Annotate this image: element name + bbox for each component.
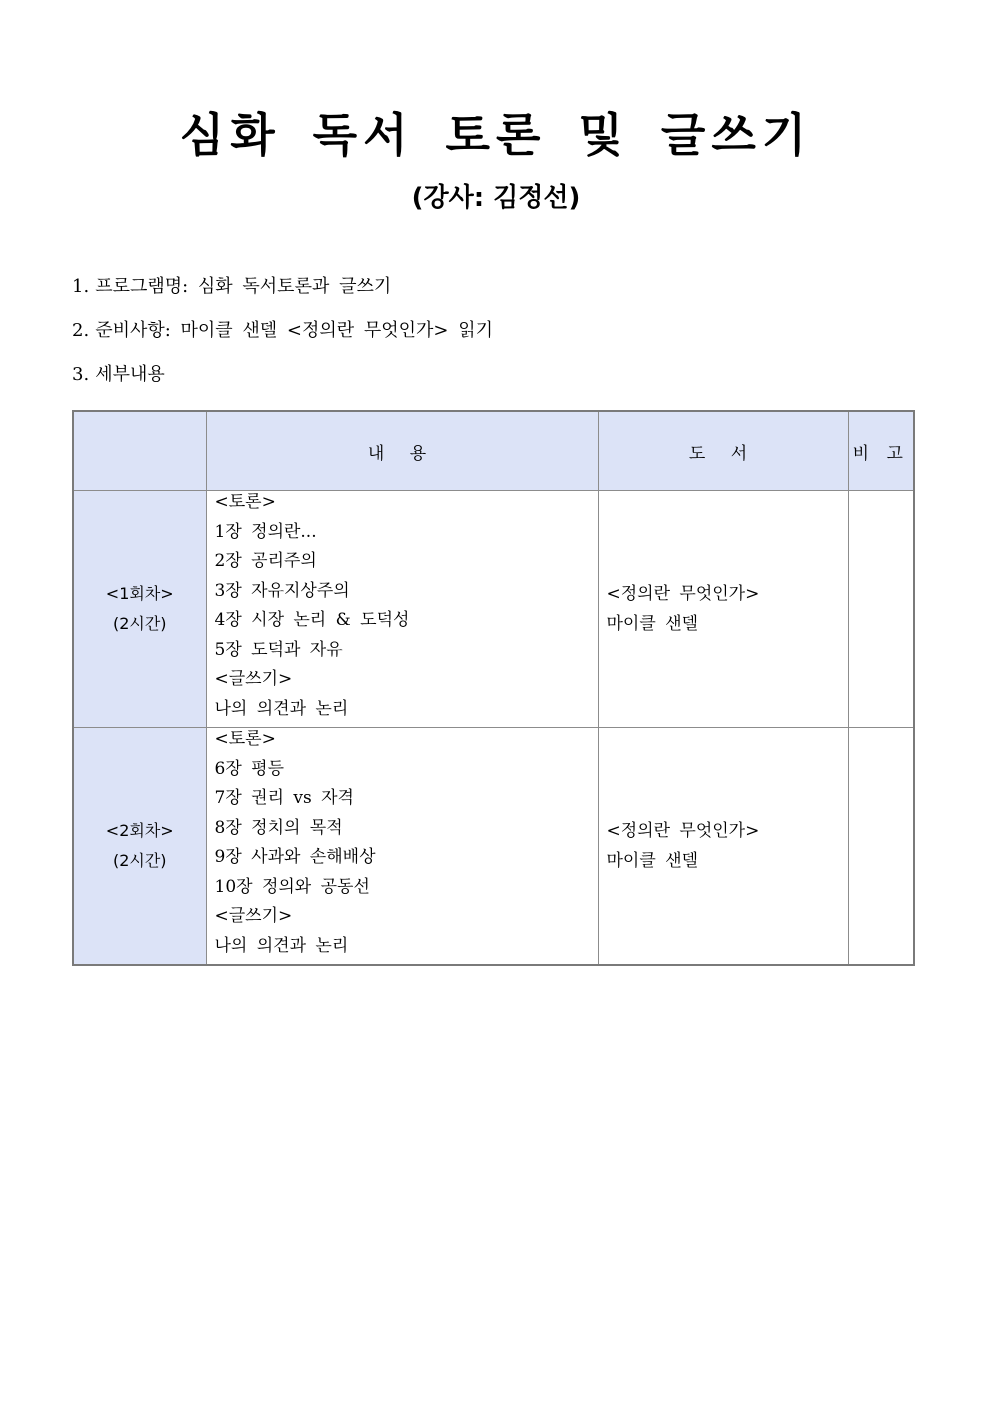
book-title: <정의란 무엇인가> xyxy=(606,821,760,841)
book-cell xyxy=(598,491,848,728)
document-subtitle: (강사: 김정선) xyxy=(411,183,581,213)
content-line: 10장 정의와 공동선 xyxy=(214,876,370,897)
info-item-number: 1. xyxy=(72,276,90,297)
session-label: <2회차> xyxy=(105,821,174,840)
content-line: 9장 사과와 손해배상 xyxy=(214,847,376,867)
content-line: 5장 도덕과 자유 xyxy=(214,639,343,660)
info-item-number: 3. xyxy=(72,364,90,385)
info-item-text: 준비사항: 마이클 샌델 <정의란 무엇인가> 읽기 xyxy=(95,320,494,341)
session-cell xyxy=(73,728,206,966)
info-item-text: 프로그램명: 심화 독서토론과 글쓰기 xyxy=(95,276,392,297)
content-line: 7장 권리 vs 자격 xyxy=(214,788,354,808)
table-row xyxy=(73,728,914,966)
content-line: 나의 의견과 논리 xyxy=(214,698,349,719)
info-item-text: 세부내용 xyxy=(95,364,165,385)
session-duration: (2시간) xyxy=(112,614,167,633)
header-session xyxy=(73,411,206,491)
table-header-row xyxy=(73,411,914,491)
header-book: 도 서 xyxy=(598,411,848,491)
content-line: 6장 평등 xyxy=(214,758,284,779)
info-item-preparation xyxy=(72,316,922,360)
content-line: <글쓰기> xyxy=(214,669,293,689)
schedule-table xyxy=(72,410,915,966)
header-content: 내 용 xyxy=(206,411,598,491)
book-author: 마이클 샌델 xyxy=(606,614,699,634)
info-item-program xyxy=(72,272,922,316)
content-line: 3장 자유지상주의 xyxy=(214,580,350,601)
info-item-details xyxy=(72,360,922,404)
content-cell xyxy=(206,728,598,966)
session-label: <1회차> xyxy=(105,584,174,603)
book-cell xyxy=(598,728,848,966)
session-duration: (2시간) xyxy=(112,851,167,870)
session-cell xyxy=(73,491,206,728)
content-line: <토론> xyxy=(214,729,276,749)
book-title: <정의란 무엇인가> xyxy=(606,584,760,604)
info-list xyxy=(72,272,922,404)
document-title: 심화 독서 토론 및 글쓰기 xyxy=(179,108,813,162)
book-author: 마이클 샌델 xyxy=(606,851,699,871)
content-line: 2장 공리주의 xyxy=(214,551,317,571)
content-line: <글쓰기> xyxy=(214,906,293,926)
note-cell xyxy=(848,491,914,728)
note-cell xyxy=(848,728,914,966)
info-item-number: 2. xyxy=(72,320,90,341)
content-line: 4장 시장 논리 & 도덕성 xyxy=(214,610,410,630)
table-row xyxy=(73,491,914,728)
content-line: <토론> xyxy=(214,492,276,512)
content-line: 1장 정의란... xyxy=(214,521,317,542)
content-line: 나의 의견과 논리 xyxy=(214,935,349,956)
content-cell xyxy=(206,491,598,728)
content-line: 8장 정치의 목적 xyxy=(214,817,343,838)
header-note: 비 고 xyxy=(848,411,914,491)
